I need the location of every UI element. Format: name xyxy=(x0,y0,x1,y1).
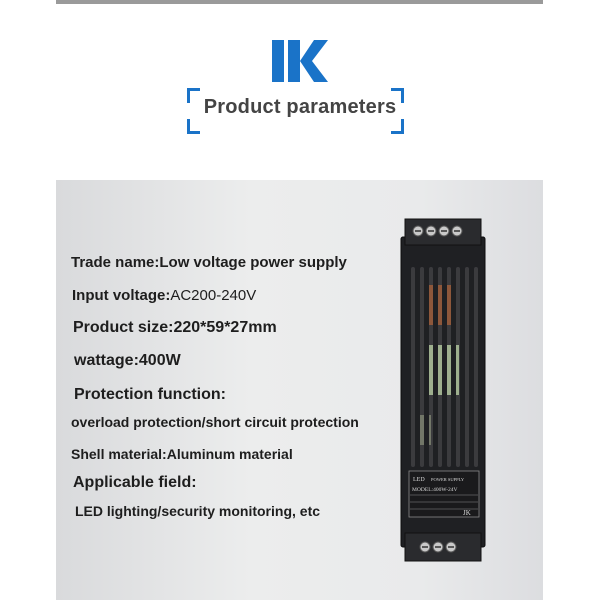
bracket-bottom-left xyxy=(187,119,200,134)
brand-logo xyxy=(270,40,330,82)
spec-applicable-field: Applicable field: xyxy=(73,474,197,491)
bracket-bottom-right xyxy=(391,119,404,134)
svg-text:LED: LED xyxy=(413,477,425,483)
bracket-top-left xyxy=(187,88,200,103)
spec-product-size: Product size:220*59*27mm xyxy=(73,319,277,336)
svg-text:POWER SUPPLY: POWER SUPPLY xyxy=(431,477,465,482)
spec-input-voltage: Input voltage:AC200-240V xyxy=(72,287,257,304)
top-divider-bar xyxy=(56,0,543,4)
spec-applicable-detail: LED lighting/security monitoring, etc xyxy=(75,503,321,519)
spec-protection-detail: overload protection/short circuit protection xyxy=(71,414,359,430)
spec-trade-name: Trade name:Low voltage power supply xyxy=(71,254,347,271)
section-heading: Product parameters xyxy=(203,96,397,118)
svg-text:JK: JK xyxy=(463,509,471,517)
spec-wattage: wattage:400W xyxy=(74,352,181,369)
power-supply-image xyxy=(393,215,493,565)
spec-protection-function: Protection function: xyxy=(74,386,226,403)
svg-text:MODEL:400W-24V: MODEL:400W-24V xyxy=(412,487,458,493)
spec-shell-material: Shell material:Aluminum material xyxy=(71,446,293,462)
